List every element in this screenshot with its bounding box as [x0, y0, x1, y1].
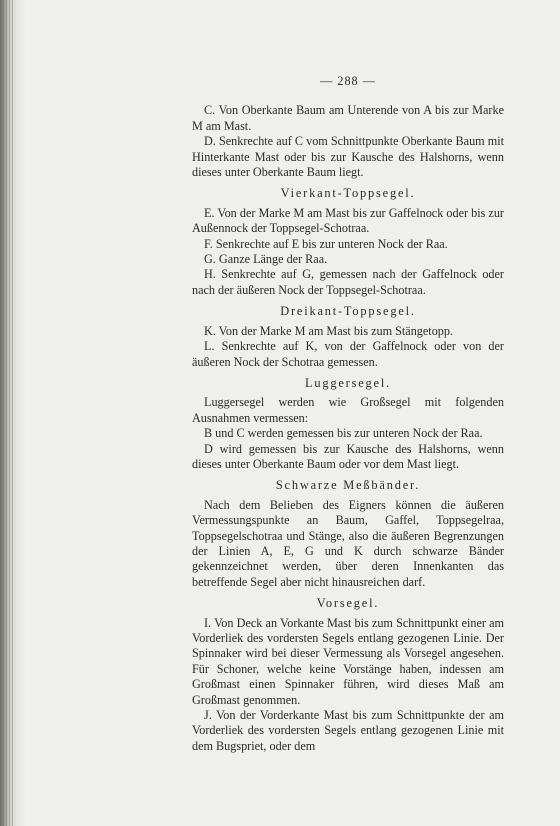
section-heading: Schwarze Meßbänder. — [275, 478, 421, 493]
measurement-item: H. Senkrechte auf G, gemessen nach der Gaffelnock oder nach der äußeren Nock der Toppsegel-Schotraa. — [192, 267, 504, 297]
measurement-item: G. Ganze Länge der Raa. — [204, 252, 328, 267]
measurement-item: L. Senkrechte auf K, von der Gaffelnock oder von der äußeren Nock der Schotraa gemessen. — [192, 339, 504, 369]
paragraph: Nach dem Belieben des Eigners können die äußeren Vermessungspunkte an Baum, Gaffel, Toppsegelraa, Toppsegelschotraa und Stänge, also die äußeren Begrenzungen der Linien A, E, G und K durch schwarze Bänder gekennzeichnet werden, über deren Innenkanten das betreffende Segel aber nicht hinausreichen darf. — [192, 497, 504, 589]
page-content — [192, 103, 504, 754]
binding-edge — [3, 0, 15, 826]
book-page — [192, 74, 504, 754]
measurement-item: E. Von der Marke M am Mast bis zur Gaffelnock oder bis zur Außennock der Toppsegel-Schotraa. — [192, 205, 504, 236]
measurement-item: J. Von der Vorderkante Mast bis zum Schnittpunkte der am Vorderliek des vordersten Segels entlang gezogenen Linie mit dem Bugspriet, oder dem — [192, 708, 504, 753]
measurement-item: I. Von Deck an Vorkante Mast bis zum Schnittpunkt einer am Vorderliek des vordersten Segels entlang gezogenen Linie. Der Spinnaker wird bei dieser Vermessung als Vorsegel angesehen. Für Schoner, welche keine Vorstänge haben, indessen am Großmast einen Spinnaker führen, wird dieses Maß am Großmast genommen. — [192, 615, 504, 707]
section-heading: Luggersegel. — [305, 375, 391, 390]
paragraph: B und C werden gemessen bis zur unteren Nock der Raa. — [204, 426, 483, 441]
measurement-item: K. Von der Marke M am Mast bis zum Stängetopp. — [204, 323, 454, 338]
section-heading: Dreikant-Toppsegel. — [280, 304, 416, 319]
measurement-item: C. Von Oberkante Baum am Unterende von A bis zur Marke M am Mast. — [192, 103, 504, 133]
paragraph: D wird gemessen bis zur Kausche des Halshorns, wenn dieses unter Oberkante Baum oder vor dem Mast liegt. — [192, 441, 504, 471]
section-heading: Vierkant-Toppsegel. — [280, 186, 416, 201]
measurement-item: D. Senkrechte auf C vom Schnittpunkte Oberkante Baum mit Hinterkante Mast oder bis zur Kausche des Halshorns, wenn dieses unter Oberkante Baum liegt. — [192, 134, 504, 180]
paragraph: Luggersegel werden wie Großsegel mit folgenden Ausnahmen vermessen: — [192, 395, 504, 425]
section-heading: Vorsegel. — [316, 596, 380, 611]
measurement-item: F. Senkrechte auf E bis zur unteren Nock der Raa. — [204, 236, 448, 251]
page-number: — 288 — — [320, 74, 376, 88]
